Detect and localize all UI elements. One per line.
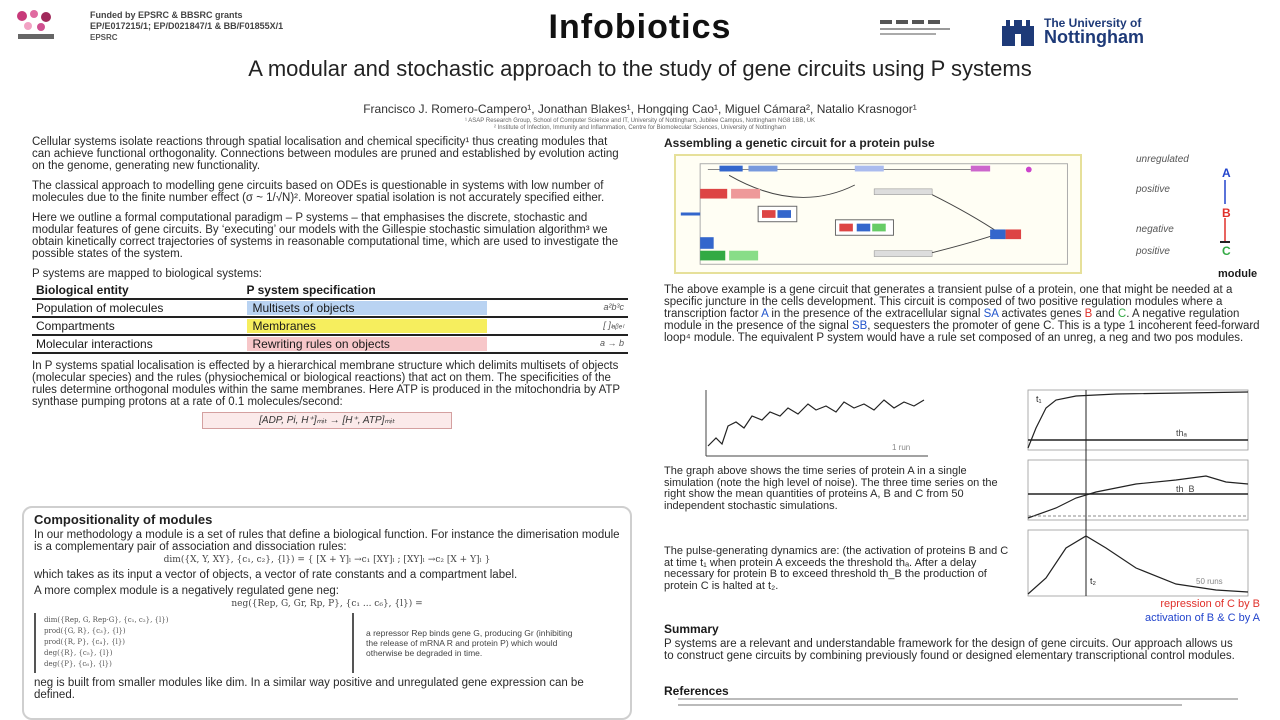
spec-highlight: Membranes (247, 319, 487, 333)
partner-logo-icon (880, 18, 952, 40)
spec-highlight: Rewriting rules on objects (247, 337, 487, 351)
membrane-paragraph: In P systems spatial localisation is effected by a hierarchical membrane structure which delimits multisets of objects (molecular species) and the rules (physiochemical or biological reactions) that act on them. The specificities of the rules determine orthogonal modules within the same membranes. Here ATP is produced in the mitochondria by ATP synthase pumping protons at a rate of 0.1 molecules/second: (32, 360, 620, 408)
signal-sa-label: SA (983, 308, 999, 320)
references-title: References (664, 684, 729, 698)
caption-repression: repression of C by B (1160, 598, 1260, 610)
reference-line (678, 698, 1238, 700)
university-logo (1000, 16, 1260, 48)
table-cell-entity: Population of molecules (32, 299, 243, 317)
circuit-text-d: and (1092, 308, 1118, 320)
circuit-description (664, 284, 1260, 344)
ode-paragraph: The classical approach to modelling gene circuits based on ODEs is questionable in systems with low number of molecules due to the finite number effect (σ ~ 1/√N)². Moreover spatial isolation is not accurately specified either. (32, 180, 605, 204)
circuit-text-b: in the presence of the extracellular signal (768, 308, 984, 320)
castle-crest-icon (1000, 16, 1036, 48)
table-header-row (32, 282, 628, 299)
funding-line-3: EPSRC (90, 33, 118, 42)
reference-line (678, 704, 1182, 706)
single-run-chart (692, 386, 932, 460)
circuit-text-a: The above example is a gene circuit that generates a transient pulse of a protein, one that might be needed at a specific juncture in the cells development. This circuit is composed of two positive regulation modules where a transcription factor (664, 284, 1233, 320)
chart-t2-label: t₂ (1090, 576, 1096, 586)
funding-line-1: Funded by EPSRC & BBSRC grants (90, 10, 243, 20)
legend-negative: negative (1136, 224, 1174, 235)
circuit-section-title: Assembling a genetic circuit for a protein pulse (664, 136, 935, 150)
chart-thb-label: th_B (1176, 484, 1195, 494)
legend-letter-b: B (1222, 206, 1231, 220)
genetic-circuit-diagram (674, 154, 1082, 274)
spec-notation: a → b (599, 338, 624, 348)
affiliations (100, 118, 1180, 132)
neg-description: a repressor Rep binds gene G, producing Gr (inhibiting the release of mRNA R and protein P) which would otherwise be degraded in time. (366, 628, 573, 658)
compositionality-box (22, 506, 632, 720)
chart-runs-label: 50 runs (1196, 577, 1223, 586)
table-cell-spec (243, 317, 629, 335)
neg-module (34, 613, 620, 673)
summary-text: P systems are a relevant and understandable framework for the design of gene circuits. Our approach allows us to construct gene circuits by combining previously found or designed elementary transcriptional control modules. (664, 638, 1235, 662)
table-row (32, 317, 628, 335)
legend-unregulated: unregulated (1136, 154, 1189, 165)
neg-rule: deg({P}, {c₆}, {l}) (44, 660, 112, 668)
table-row (32, 299, 628, 317)
right-column (664, 136, 1264, 720)
funding-line-2: EP/E017215/1; EP/D021847/1 & BB/F01855X/1 (90, 21, 284, 31)
spec-notation: a²b³c (603, 302, 624, 312)
neg-rules (34, 613, 354, 673)
table-cell-spec (243, 299, 629, 317)
atp-equation: [ADP, Pi, H⁺]ₘᵢₜ → [H⁺, ATP]ₘᵢₜ (202, 412, 452, 429)
author-list: Francisco J. Romero-Campero¹, Jonathan Blakes¹, Hongqing Cao¹, Miguel Cámara², Natalio Krasnogor¹ (363, 102, 917, 116)
table-header-entity: Biological entity (32, 282, 243, 299)
compositionality-title: Compositionality of modules (34, 512, 213, 527)
affiliation-1: ¹ ASAP Research Group, School of Computer Science and IT, University of Nottingham, Jubilee Campus, Nottingham NG8 1BB, UK (464, 118, 816, 124)
neg-rule: dim({Rep, G, Rep·G}, {c₁, c₂}, {l}) (44, 616, 169, 624)
neg-header: neg({Rep, G, Gr, Rp, P}, {c₁ ... c₆}, {l}) = (231, 599, 423, 609)
dim-formula: dim({X, Y, XY}, {c₁, c₂}, {l}) = { [X + Y]ₗ →c₁ [XY]ₗ ; [XY]ₗ →c₂ [X + Y]ₗ } (163, 555, 491, 565)
circuit-text-c: activates genes (998, 308, 1085, 320)
references-list (678, 698, 1238, 710)
psystems-paragraph: Here we outline a formal computational paradigm – P systems – that emphasises the discrete, stochastic and modular features of gene circuits. By ‘executing’ our models with the Gillespie stochastic simulation algorithm³ we obtain kinetically correct trajectories of systems in reasonable computational time, which are used to investigate the possible states of the system. (32, 212, 619, 260)
university-line-1: The University of (1044, 16, 1142, 30)
chart-t1-label: t₁ (1036, 394, 1042, 404)
spec-highlight: Multisets of objects (247, 301, 487, 315)
paper-title: A modular and stochastic approach to the study of gene circuits using P systems (248, 56, 1032, 81)
regulation-arrows-icon (1216, 176, 1240, 246)
mean-protein-charts (1016, 388, 1252, 598)
module-input-paragraph: which takes as its input a vector of objects, a vector of rate constants and a compartment label. (34, 569, 518, 581)
gene-b-label: B (1084, 308, 1093, 320)
table-intro: P systems are mapped to biological systems: (32, 268, 262, 280)
left-column (32, 136, 628, 437)
summary-title: Summary (664, 622, 719, 636)
legend-module: module (1218, 268, 1258, 280)
circuit-text-e: . A negative regulation module in the presence of the signal (664, 308, 1240, 332)
time-series-paragraph: The graph above shows the time series of protein A in a single simulation (note the high level of noise). The three time series on the right show the mean quantities of proteins A, B and C from 50 independent stochastic simulations. (664, 465, 998, 512)
legend-positive-2: positive (1136, 246, 1170, 257)
table-cell-entity: Compartments (32, 317, 243, 335)
neg-intro: A more complex module is a negatively regulated gene neg: (34, 585, 339, 597)
table-cell-spec (243, 335, 629, 353)
table-row (32, 335, 628, 353)
legend-letter-c: C (1222, 244, 1231, 258)
poster-header (0, 0, 1280, 60)
poster-brand-title: Infobiotics (548, 8, 732, 46)
intro-paragraph: Cellular systems isolate reactions through spatial localisation and chemical specificity¹ thus creating modules that can achieve functional orthogonality. Connections between modules are pruned and established by evolution acting on the genome, generating new functionality. (32, 136, 619, 172)
spec-notation: [ ]ₗₐᵦₑₗ (603, 320, 624, 330)
funding-info (90, 10, 430, 43)
legend-positive-1: positive (1136, 184, 1170, 195)
legend-letter-a: A (1222, 166, 1231, 180)
caption-activation: activation of B & C by A (1145, 612, 1260, 624)
circuit-legend (1136, 154, 1266, 284)
circuit-text-f: , sequesters the promoter of gene C. This is a type 1 incoherent feed-forward loop⁴ module. The equivalent P system would have a rule set composed of an unreg, a neg and two pos modules. (664, 320, 1260, 344)
neg-rule: prod({R, P}, {c₄}, {l}) (44, 638, 126, 646)
protein-a-label: A (761, 308, 769, 320)
module-paragraph: In our methodology a module is a set of rules that define a biological function. For instance the dimerisation module is a complementary pair of association and dissociation rules: (34, 529, 620, 553)
lab-logo-icon (14, 8, 58, 42)
university-line-2: Nottingham (1044, 27, 1144, 47)
chart-run-label: 1 run (892, 443, 911, 452)
university-name (1044, 16, 1260, 47)
neg-rule: deg({R}, {c₅}, {l}) (44, 649, 113, 657)
signal-sb-label: SB (851, 320, 868, 332)
pulse-dynamics-paragraph: The pulse-generating dynamics are: (the activation of proteins B and C at time t₁ when protein A exceeds the threshold thₐ. After a delay necessary for protein B to exceed threshold th_B the production of protein C is halted at t₂. (664, 545, 1009, 592)
neg-built-paragraph: neg is built from smaller modules like dim. In a similar way positive and unregulated gene expression can be defined. (34, 677, 584, 701)
neg-rule: prod({G, R}, {c₃}, {l}) (44, 627, 126, 635)
chart-tha-label: thₐ (1176, 428, 1187, 438)
table-cell-entity: Molecular interactions (32, 335, 243, 353)
gene-c-label: C (1117, 308, 1127, 320)
mapping-table (32, 282, 628, 354)
affiliation-2: ² Institute of Infection, Immunity and Inflammation, Centre for Biomolecular Sciences, University of Nottingham (493, 125, 787, 131)
table-header-spec: P system specification (243, 282, 629, 299)
